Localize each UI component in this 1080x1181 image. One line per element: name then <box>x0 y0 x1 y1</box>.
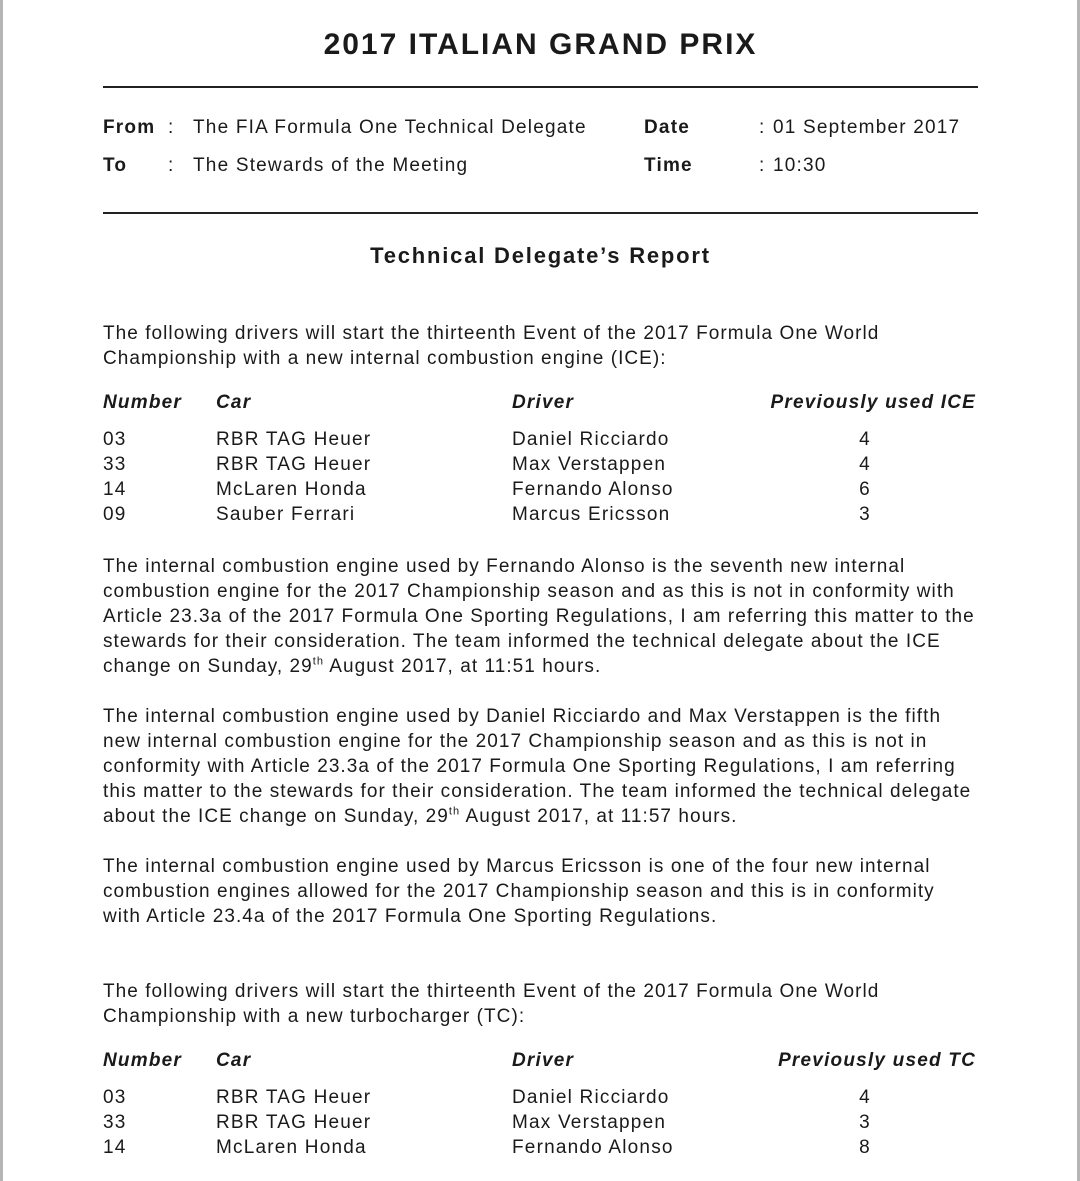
rbr-ice-paragraph <box>103 704 978 829</box>
row-driver: Fernando Alonso <box>512 1137 674 1158</box>
from-separator: : <box>168 117 175 138</box>
tc-col-driver: Driver <box>512 1050 575 1071</box>
to-separator: : <box>168 155 175 176</box>
header-rule-bottom <box>103 212 978 214</box>
row-previous: 4 <box>859 429 871 450</box>
rbr-ice-text-end: August 2017, at 11:57 hours. <box>460 806 738 827</box>
ice-table-row <box>103 504 978 529</box>
to-label: To <box>103 155 128 176</box>
header-rule-top <box>103 86 978 88</box>
document-title: 2017 ITALIAN GRAND PRIX <box>323 28 758 61</box>
time-value: 10:30 <box>773 155 827 176</box>
ice-col-previous: Previously used ICE <box>770 392 976 413</box>
date-label: Date <box>644 117 690 138</box>
header-row-to <box>103 155 978 181</box>
tc-table-row <box>103 1087 978 1112</box>
tc-intro-paragraph: The following drivers will start the thirteenth Event of the 2017 Formula One World Championship with a new turbocharger (TC): <box>103 981 880 1027</box>
tc-col-car: Car <box>216 1050 252 1071</box>
from-label: From <box>103 117 156 138</box>
from-value: The FIA Formula One Technical Delegate <box>193 117 587 138</box>
time-label: Time <box>644 155 693 176</box>
row-number: 14 <box>103 479 127 500</box>
ice-table-row <box>103 479 978 504</box>
row-number: 03 <box>103 1087 127 1108</box>
row-driver: Marcus Ericsson <box>512 504 671 525</box>
tc-col-number: Number <box>103 1050 182 1071</box>
alonso-ice-text: The internal combustion engine used by Fernando Alonso is the seventh new internal combustion engine for the 2017 Championship season and as this is not in conformity with Article 23.3a of the 2017 Formula One Sporting Regulations, I am referring this matter to the stewards for their consideration. The team informed the technical delegate about the ICE change on Sunday, 29 <box>103 556 975 677</box>
row-number: 33 <box>103 1112 127 1133</box>
report-heading: Technical Delegate’s Report <box>370 243 711 268</box>
row-car: RBR TAG Heuer <box>216 429 372 450</box>
row-previous: 4 <box>859 454 871 475</box>
time-separator: : <box>759 155 766 176</box>
row-previous: 4 <box>859 1087 871 1108</box>
row-car: RBR TAG Heuer <box>216 454 372 475</box>
row-number: 33 <box>103 454 127 475</box>
row-driver: Daniel Ricciardo <box>512 1087 670 1108</box>
row-number: 09 <box>103 504 127 525</box>
row-car: RBR TAG Heuer <box>216 1112 372 1133</box>
row-number: 03 <box>103 429 127 450</box>
tc-table-row <box>103 1137 978 1162</box>
to-value: The Stewards of the Meeting <box>193 155 469 176</box>
row-car: Sauber Ferrari <box>216 504 356 525</box>
alonso-ice-paragraph <box>103 554 978 679</box>
header-row-from <box>103 117 978 143</box>
row-car: McLaren Honda <box>216 479 367 500</box>
row-car: McLaren Honda <box>216 1137 367 1158</box>
row-previous: 3 <box>859 1112 871 1133</box>
tc-table-row <box>103 1112 978 1137</box>
row-driver: Max Verstappen <box>512 1112 667 1133</box>
row-number: 14 <box>103 1137 127 1158</box>
rbr-ice-ordinal: th <box>448 805 461 818</box>
rbr-ice-text: The internal combustion engine used by Daniel Ricciardo and Max Verstappen is the fifth new internal combustion engine for the 2017 Championship season and as this is not in conformity with Article 23.3a of the 2017 Formula One Sporting Regulations, I am referring this matter to the stewards for their consideration. The team informed the technical delegate about the ICE change on Sunday, 29 <box>103 706 972 827</box>
date-separator: : <box>759 117 766 138</box>
date-value: 01 September 2017 <box>773 117 961 138</box>
ice-table-header <box>103 392 978 417</box>
ice-col-driver: Driver <box>512 392 575 413</box>
row-car: RBR TAG Heuer <box>216 1087 372 1108</box>
ice-table-row <box>103 454 978 479</box>
tc-col-previous: Previously used TC <box>778 1050 976 1071</box>
ice-intro-paragraph: The following drivers will start the thirteenth Event of the 2017 Formula One World Championship with a new internal combustion engine (ICE): <box>103 323 880 369</box>
alonso-ice-ordinal: th <box>312 655 325 668</box>
row-driver: Daniel Ricciardo <box>512 429 670 450</box>
row-previous: 8 <box>859 1137 871 1158</box>
row-driver: Max Verstappen <box>512 454 667 475</box>
ice-col-car: Car <box>216 392 252 413</box>
ericsson-ice-paragraph: The internal combustion engine used by Marcus Ericsson is one of the four new internal combustion engines allowed for the 2017 Championship season and this is in conformity with Article 23.4a of the 2017 Formula One Sporting Regulations. <box>103 856 935 927</box>
row-previous: 3 <box>859 504 871 525</box>
ice-table-row <box>103 429 978 454</box>
row-driver: Fernando Alonso <box>512 479 674 500</box>
tc-table-header <box>103 1050 978 1075</box>
ice-col-number: Number <box>103 392 182 413</box>
alonso-ice-text-end: August 2017, at 11:51 hours. <box>324 656 602 677</box>
row-previous: 6 <box>859 479 871 500</box>
page-border-left <box>0 0 3 1181</box>
